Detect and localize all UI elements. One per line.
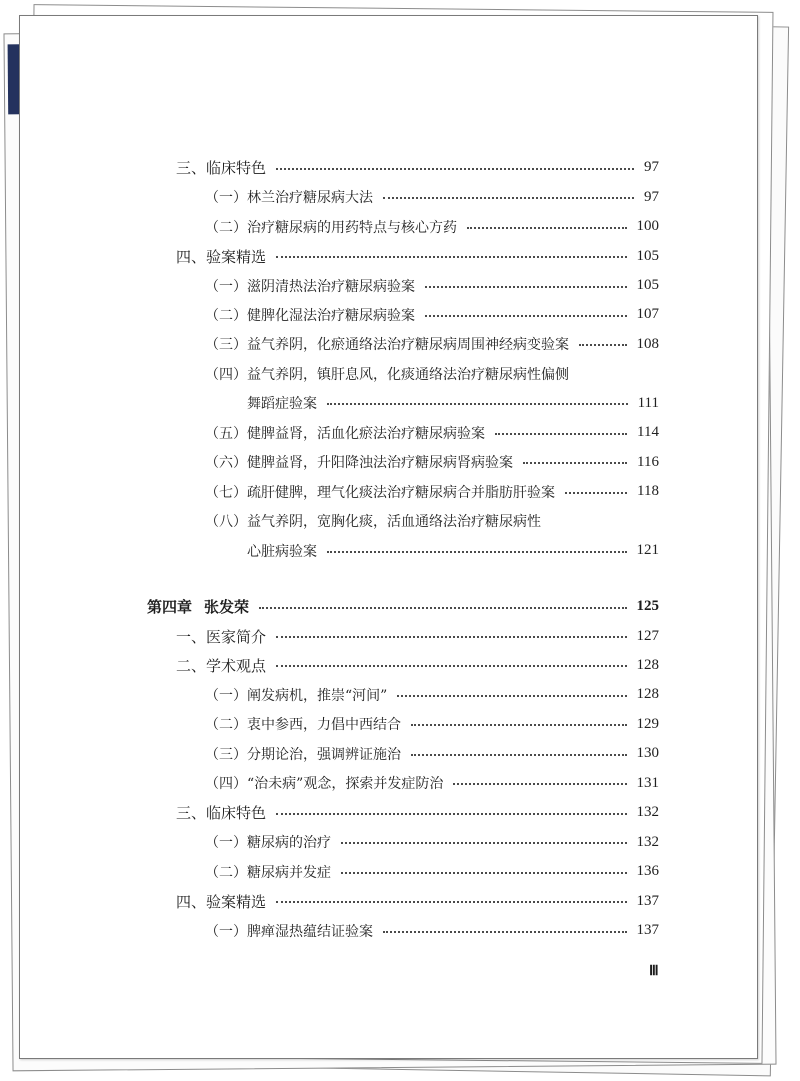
toc-page-number: 129 <box>636 715 659 732</box>
toc-entry <box>147 330 659 359</box>
toc-page-number: 114 <box>637 424 659 441</box>
toc-entry-title: （二）衷中参西，力倡中西结合 <box>205 717 401 734</box>
toc-page-number: 137 <box>636 892 659 909</box>
chapter-name: 张发荣 <box>204 598 250 617</box>
toc-page-number: 111 <box>637 394 659 411</box>
toc-page-number: 105 <box>636 247 659 264</box>
toc-entry <box>147 300 659 329</box>
toc-page-number: 127 <box>636 627 659 644</box>
toc-entry <box>147 651 659 680</box>
toc-entry-title: （一）糖尿病的治疗 <box>205 835 331 852</box>
toc-entry-title-continued: 舞蹈症验案 <box>247 396 317 413</box>
toc-entry-title: （一）脾瘅湿热蕴结证验案 <box>205 923 373 940</box>
toc-entry <box>147 271 659 300</box>
dot-leader <box>276 256 626 258</box>
toc-entry-title: 三、临床特色 <box>176 804 267 823</box>
toc-entry-title-continued: 心脏病验案 <box>247 543 317 560</box>
toc-page-number: 132 <box>636 804 659 821</box>
toc-entry-title: （二）健脾化湿法治疗糖尿病验案 <box>205 307 415 324</box>
toc-entry <box>147 359 659 388</box>
toc-entry <box>147 857 659 886</box>
toc-page-number: 105 <box>636 277 659 294</box>
dot-leader <box>397 695 626 697</box>
toc-entry-title: （一）阐发病机，推崇“河间” <box>205 687 388 704</box>
toc-entry <box>147 448 659 477</box>
toc-page-number: 131 <box>636 774 659 791</box>
toc-page-number: 116 <box>637 453 659 470</box>
dot-leader <box>411 724 627 726</box>
toc-entry-title: （七）疏肝健脾，理气化痰法治疗糖尿病合并脂肪肝验案 <box>205 484 555 501</box>
toc-entry-title: （三）分期论治，强调辨证施治 <box>205 746 401 763</box>
dot-leader <box>495 433 627 435</box>
toc-page-number: 108 <box>636 335 659 352</box>
dot-leader <box>467 227 627 229</box>
toc-entry-title: （一）林兰治疗糖尿病大法 <box>205 190 373 207</box>
dot-leader <box>579 344 627 346</box>
toc-entry <box>147 680 659 709</box>
chapter-heading <box>147 592 659 621</box>
toc-entry <box>147 212 659 241</box>
toc-page-number: 118 <box>637 483 659 500</box>
toc-entry-title: （六）健脾益肾，升阳降浊法治疗糖尿病肾病验案 <box>205 455 513 472</box>
toc-entry-continuation <box>147 389 659 418</box>
dot-leader <box>327 551 627 553</box>
toc-entry <box>147 153 659 182</box>
toc-entry-title: 四、验案精选 <box>176 247 267 266</box>
toc-entry-title: 四、验案精选 <box>176 892 267 911</box>
toc-page-number: 132 <box>636 833 659 850</box>
toc-page-number: 100 <box>636 218 659 235</box>
chapter-gap <box>147 565 659 592</box>
dot-leader <box>259 607 626 609</box>
toc-entry <box>147 916 659 945</box>
dot-leader <box>341 872 627 874</box>
dot-leader <box>327 403 628 405</box>
toc-entry <box>147 241 659 270</box>
toc-entry-title: （八）益气养阴，宽胸化痰，活血通络法治疗糖尿病性 <box>205 514 541 531</box>
toc-page-number: 121 <box>636 542 659 559</box>
dot-leader <box>565 492 627 494</box>
toc-entry <box>147 418 659 447</box>
toc-page-number: 136 <box>636 863 659 880</box>
dot-leader <box>276 636 626 638</box>
toc-entry <box>147 769 659 798</box>
toc-entry-title: 一、医家简介 <box>176 627 267 646</box>
dot-leader <box>276 813 626 815</box>
toc-entry-continuation <box>147 536 659 565</box>
toc-page-number: 128 <box>636 686 659 703</box>
toc-entry <box>147 710 659 739</box>
toc-entry-title: （二）治疗糖尿病的用药特点与核心方药 <box>205 219 457 236</box>
toc-entry <box>147 477 659 506</box>
toc-entry-title: （四）“治未病”观念，探索并发症防治 <box>205 776 444 793</box>
toc-page-number: 137 <box>636 922 659 939</box>
toc-entry-title: （四）益气养阴，镇肝息风，化痰通络法治疗糖尿病性偏侧 <box>205 366 569 383</box>
dot-leader <box>276 665 626 667</box>
toc-entry-title: （二）糖尿病并发症 <box>205 864 331 881</box>
toc-entry <box>147 798 659 827</box>
toc-entry <box>147 886 659 915</box>
toc-entry <box>147 506 659 535</box>
toc-entry-title: 三、临床特色 <box>176 159 267 178</box>
table-of-contents <box>147 153 659 945</box>
dot-leader <box>425 315 627 317</box>
dot-leader <box>383 931 627 933</box>
toc-entry <box>147 827 659 856</box>
dot-leader <box>383 197 634 199</box>
toc-entry-title: （一）滋阴清热法治疗糖尿病验案 <box>205 278 415 295</box>
dot-leader <box>453 783 626 785</box>
toc-entry-title: （五）健脾益肾，活血化瘀法治疗糖尿病验案 <box>205 425 485 442</box>
toc-entry <box>147 182 659 211</box>
dot-leader <box>276 901 626 903</box>
toc-entry <box>147 621 659 650</box>
dot-leader <box>411 754 627 756</box>
toc-page-number: 97 <box>644 159 659 176</box>
toc-page-number: 130 <box>636 745 659 762</box>
dot-leader <box>276 168 634 170</box>
dot-leader <box>523 462 627 464</box>
dot-leader <box>425 286 627 288</box>
toc-page-number: 128 <box>636 656 659 673</box>
chapter-label: 第四章 <box>147 598 193 617</box>
toc-entry <box>147 739 659 768</box>
toc-page-number: 125 <box>636 598 659 615</box>
toc-entry-title: 二、学术观点 <box>176 656 267 675</box>
toc-entry-title: （三）益气养阴，化瘀通络法治疗糖尿病周围神经病变验案 <box>205 337 569 354</box>
page-folio: Ⅲ <box>649 964 659 979</box>
dot-leader <box>341 842 627 844</box>
toc-page-number: 107 <box>636 306 659 323</box>
toc-page-number: 97 <box>644 188 659 205</box>
